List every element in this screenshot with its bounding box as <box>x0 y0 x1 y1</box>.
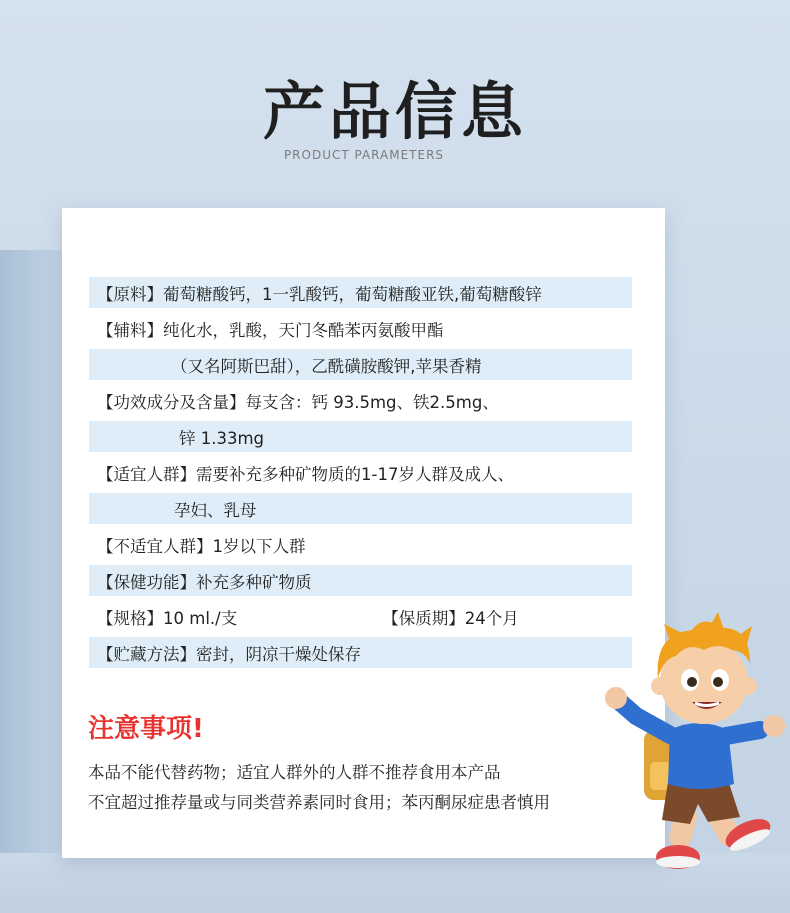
row-storage <box>89 637 632 668</box>
shelf-life-text: 【保质期】24个月 <box>382 608 519 628</box>
storage-text: 【贮藏方法】密封，阴凉干燥处保存 <box>97 644 361 664</box>
spec-text: 【规格】10 ml./支 <box>97 608 238 628</box>
suitable-text-cont: 孕妇、乳母 <box>174 500 257 520</box>
content-text: 【功效成分及含量】每支含：钙 93.5mg、铁2.5mg、 <box>97 392 499 412</box>
notice-title: 注意事项! <box>88 714 204 744</box>
content-text-cont: 锌 1.33mg <box>179 428 265 448</box>
row-suitable-cont <box>89 493 632 524</box>
unsuitable-text: 【不适宜人群】1岁以下人群 <box>97 536 306 556</box>
row-excipients <box>89 313 632 344</box>
row-spec <box>89 601 632 632</box>
notice-line-1: 本品不能代替药物；适宜人群外的人群不推荐食用本产品 <box>88 763 501 782</box>
row-content-cont <box>89 421 632 452</box>
background-wall-shade <box>0 250 70 913</box>
page-title: 产品信息 <box>262 75 527 148</box>
info-rows <box>89 277 632 673</box>
row-suitable <box>89 457 632 488</box>
page-subtitle: PRODUCT PARAMETERS <box>283 148 445 162</box>
row-content <box>89 385 632 416</box>
product-info-card <box>62 208 665 858</box>
excipients-text: 【辅料】纯化水，乳酸，天门冬酷苯丙氨酸甲酯 <box>97 320 444 340</box>
row-ingredients <box>89 277 632 308</box>
row-unsuitable <box>89 529 632 560</box>
excipients-text-cont: （又名阿斯巴甜），乙酰磺胺酸钾,苹果香精 <box>171 356 482 376</box>
ingredients-text: 【原料】葡萄糖酸钙，1一乳酸钙，葡萄糖酸亚铁,葡萄糖酸锌 <box>97 284 542 304</box>
row-excipients-cont <box>89 349 632 380</box>
row-function <box>89 565 632 596</box>
suitable-text: 【适宜人群】需要补充多种矿物质的1-17岁人群及成人、 <box>97 464 514 484</box>
notice-line-2: 不宜超过推荐量或与同类营养素同时食用；苯丙酮尿症患者慎用 <box>88 793 550 812</box>
function-text: 【保健功能】补充多种矿物质 <box>97 572 312 592</box>
cartoon-boy-illustration <box>600 612 790 882</box>
